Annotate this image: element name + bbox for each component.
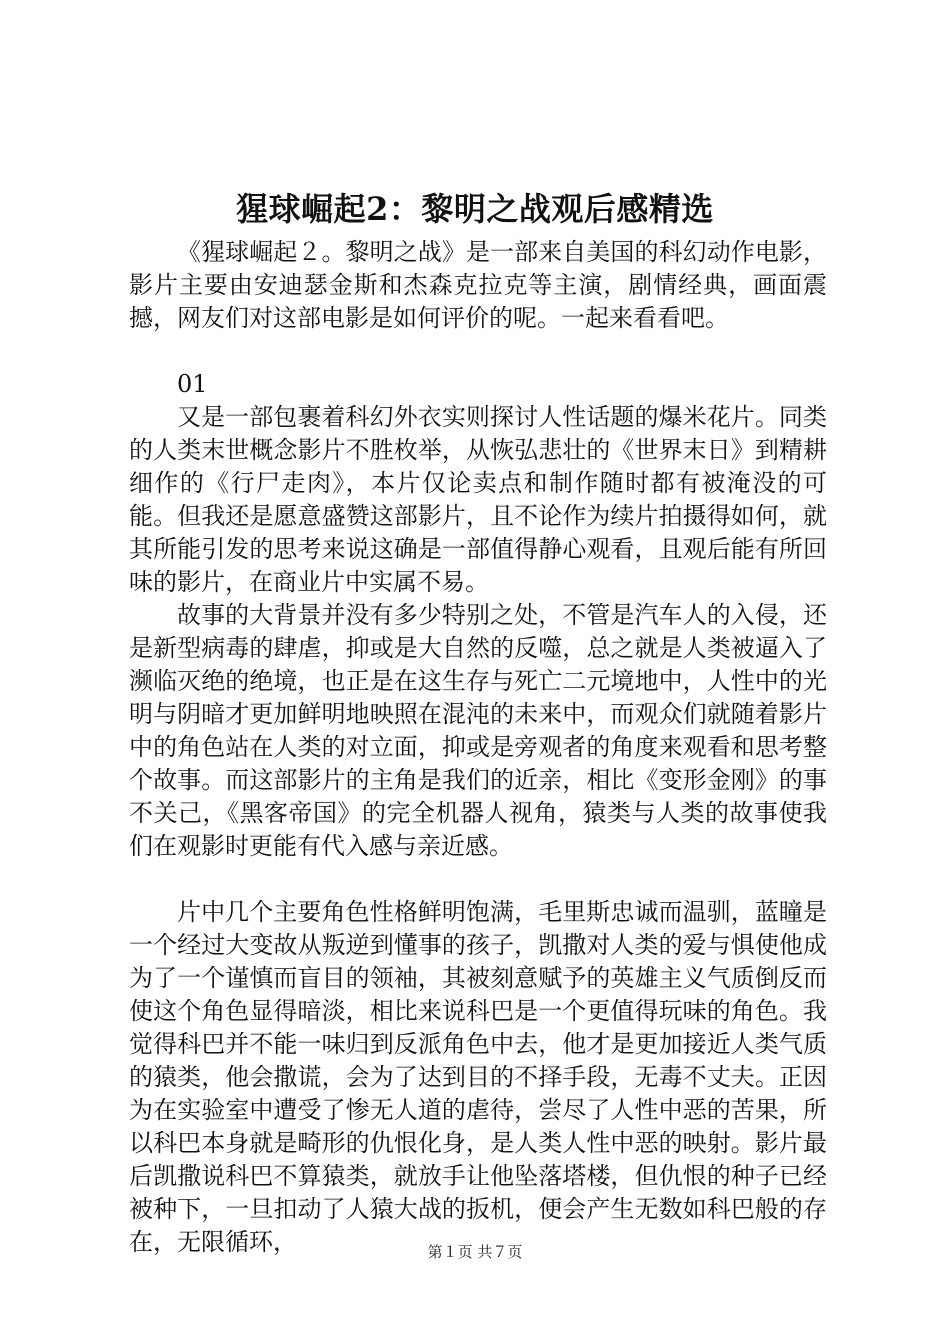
document-body xyxy=(129,236,827,1259)
body-paragraph: 故事的大背景并没有多少特别之处，不管是汽车人的入侵，还是新型病毒的肆虐，抑或是大自然的反噬，总之就是人类被逼入了濒临灭绝的绝境，也正是在这生存与死亡二元境地中，人性中的光明与阴暗才更加鲜明地映照在混沌的未来中，而观众们就随着影片中的角色站在人类的对立面，抑或是旁观者的角度来观看和思考整个故事。而这部影片的主角是我们的近亲，相比《变形金刚》的事不关己，《黑客帝国》的完全机器人视角，猿类与人类的故事使我们在观影时更能有代入感与亲近感。 xyxy=(129,601,827,860)
body-paragraph: 片中几个主要角色性格鲜明饱满，毛里斯忠诚而温驯，蓝瞳是一个经过大变故从叛逆到懂事的孩子，凯撒对人类的爱与惧使他成为了一个谨慎而盲目的领袖，其被刻意赋予的英雄主义气质倒反而使这个角色显得暗淡，相比来说科巴是一个更值得玩味的角色。我觉得科巴并不能一味归到反派角色中去，他才是更加接近人类气质的猿类，他会撒谎，会为了达到目的不择手段，无毒不丈夫。正因为在实验室中遭受了惨无人道的虐待，尝尽了人性中恶的苦果，所以科巴本身就是畸形的仇恨化身，是人类人性中恶的映射。影片最后凯撒说科巴不算猿类，就放手让他坠落塔楼，但仇恨的种子已经被种下，一旦扣动了人猿大战的扳机，便会产生无数如科巴般的存在，无限循环， xyxy=(129,898,827,1256)
body-paragraph: 又是一部包裹着科幻外衣实则探讨人性话题的爆米花片。同类的人类末世概念影片不胜枚举，从恢弘悲壮的《世界末日》到精耕细作的《行尸走肉》，本片仅论卖点和制作随时都有被淹没的可能。但我还是愿意盛赞这部影片，且不论作为续片拍摄得如何，就其所能引发的思考来说这确是一部值得静心观看，且观后能有所回味的影片，在商业片中实属不易。 xyxy=(129,403,827,596)
document-title: 猩球崛起2：黎明之战观后感精选 xyxy=(236,190,714,228)
page-footer: 第１页 共７页 xyxy=(427,1243,523,1261)
spacer xyxy=(129,863,827,896)
intro-paragraph: 《猩球崛起２。黎明之战》是一部来自美国的科幻动作电影，影片主要由安迪瑟金斯和杰森克拉克等主演，剧情经典，画面震撼，网友们对这部电影是如何评价的呢。一起来看看吧。 xyxy=(129,238,827,332)
spacer xyxy=(129,335,827,368)
section-number: 01 xyxy=(177,370,208,398)
